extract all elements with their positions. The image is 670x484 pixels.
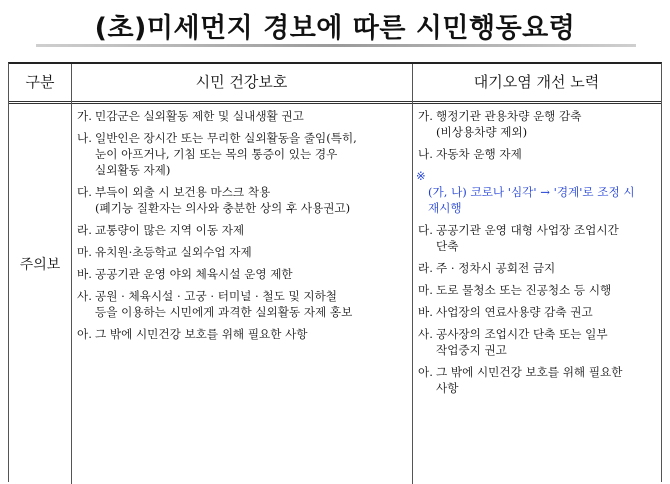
- item-text-line: 교통량이 많은 지역 이동 자제: [95, 223, 245, 237]
- list-item: [416, 326, 659, 358]
- item-marker: ※: [416, 169, 426, 183]
- list-item: [416, 146, 659, 162]
- item-marker: 바.: [418, 305, 433, 319]
- item-marker: 아.: [77, 327, 92, 341]
- item-text-line: 그 밖에 시민건강 보호를 위해 필요한 사항: [95, 327, 308, 341]
- item-text-line: 공공기관 운영 야외 체육시설 운영 제한: [95, 267, 293, 281]
- note-item: [416, 168, 659, 216]
- item-text-line: 단축: [436, 239, 459, 253]
- item-text-line: 공사장의 조업시간 단축 또는 일부: [436, 327, 608, 341]
- list-item: [75, 288, 409, 320]
- item-text-line: 등을 이용하는 시민에게 과격한 실외활동 자제 홍보: [95, 305, 353, 319]
- list-item: [416, 260, 659, 276]
- item-text-line: 일반인은 장시간 또는 무리한 실외활동을 줄임(특히,: [95, 131, 357, 145]
- item-marker: 나.: [77, 131, 92, 145]
- header-air-improvement: 대기오염 개선 노력: [473, 73, 600, 91]
- item-text-line: 작업중지 권고: [436, 343, 507, 357]
- citizen-health-column: [75, 108, 409, 348]
- item-text-line: 부득이 외출 시 보건용 마스크 착용: [95, 185, 271, 199]
- list-item: [416, 282, 659, 298]
- column-divider: [412, 64, 413, 484]
- item-text-line: 사항: [436, 381, 459, 395]
- title-underline: [36, 44, 636, 47]
- item-text-line: 주 · 정차시 공회전 금지: [436, 261, 556, 275]
- list-item: [75, 222, 409, 238]
- list-item: [75, 244, 409, 260]
- item-marker: 나.: [418, 147, 433, 161]
- item-text-line: (가, 나) 코로나 '심각' → '경계'로 조정 시: [428, 185, 635, 199]
- item-marker: 다.: [77, 185, 92, 199]
- list-item: [75, 326, 409, 342]
- item-marker: 가.: [77, 109, 92, 123]
- item-text-line: (비상용차량 제외): [436, 125, 528, 139]
- category-cell: 주의보: [19, 257, 61, 273]
- item-marker: 아.: [418, 365, 433, 379]
- item-marker: 사.: [418, 327, 433, 341]
- item-marker: 마.: [418, 283, 433, 297]
- item-marker: 가.: [418, 109, 433, 123]
- item-marker: 사.: [77, 289, 92, 303]
- list-item: [75, 130, 409, 178]
- header-category: 구분: [25, 73, 55, 91]
- list-item: [416, 364, 659, 396]
- item-text-line: 그 밖에 시민건강 보호를 위해 필요한: [436, 365, 623, 379]
- list-item: [75, 108, 409, 124]
- item-text-line: 자동차 운행 자제: [436, 147, 522, 161]
- item-text-line: 실외활동 자제): [95, 163, 171, 177]
- item-text-line: 행정기관 관용차량 운행 감축: [436, 109, 582, 123]
- item-text-line: (폐기능 질환자는 의사와 충분한 상의 후 사용권고): [95, 201, 351, 215]
- item-marker: 바.: [77, 267, 92, 281]
- item-text-line: 사업장의 연료사용량 감축 권고: [436, 305, 593, 319]
- table-header-row: [9, 64, 661, 104]
- item-text-line: 공원 · 체육시설 · 고궁 · 터미널 · 철도 및 지하철: [95, 289, 337, 303]
- list-item: [416, 304, 659, 320]
- item-marker: 라.: [77, 223, 92, 237]
- item-text-line: 도로 물청소 또는 진공청소 등 시행: [436, 283, 612, 297]
- list-item: [416, 222, 659, 254]
- item-text-line: 민감군은 실외활동 제한 및 실내생활 권고: [95, 109, 304, 123]
- item-text-line: 재시행: [428, 201, 462, 215]
- action-table: [8, 62, 662, 482]
- air-improvement-column: [416, 108, 659, 402]
- item-text-line: 공공기관 운영 대형 사업장 조업시간: [436, 223, 619, 237]
- list-item: [75, 184, 409, 216]
- item-marker: 라.: [418, 261, 433, 275]
- item-marker: 다.: [418, 223, 433, 237]
- header-citizen-health: 시민 건강보호: [195, 73, 288, 91]
- item-text-line: 눈이 아프거나, 기침 또는 목의 통증이 있는 경우: [95, 147, 338, 161]
- column-divider: [71, 64, 72, 484]
- page-title: (초)미세먼지 경보에 따른 시민행동요령: [94, 13, 576, 44]
- list-item: [416, 108, 659, 140]
- item-text-line: 유치원·초등학교 실외수업 자제: [95, 245, 252, 259]
- list-item: [75, 266, 409, 282]
- item-marker: 마.: [77, 245, 92, 259]
